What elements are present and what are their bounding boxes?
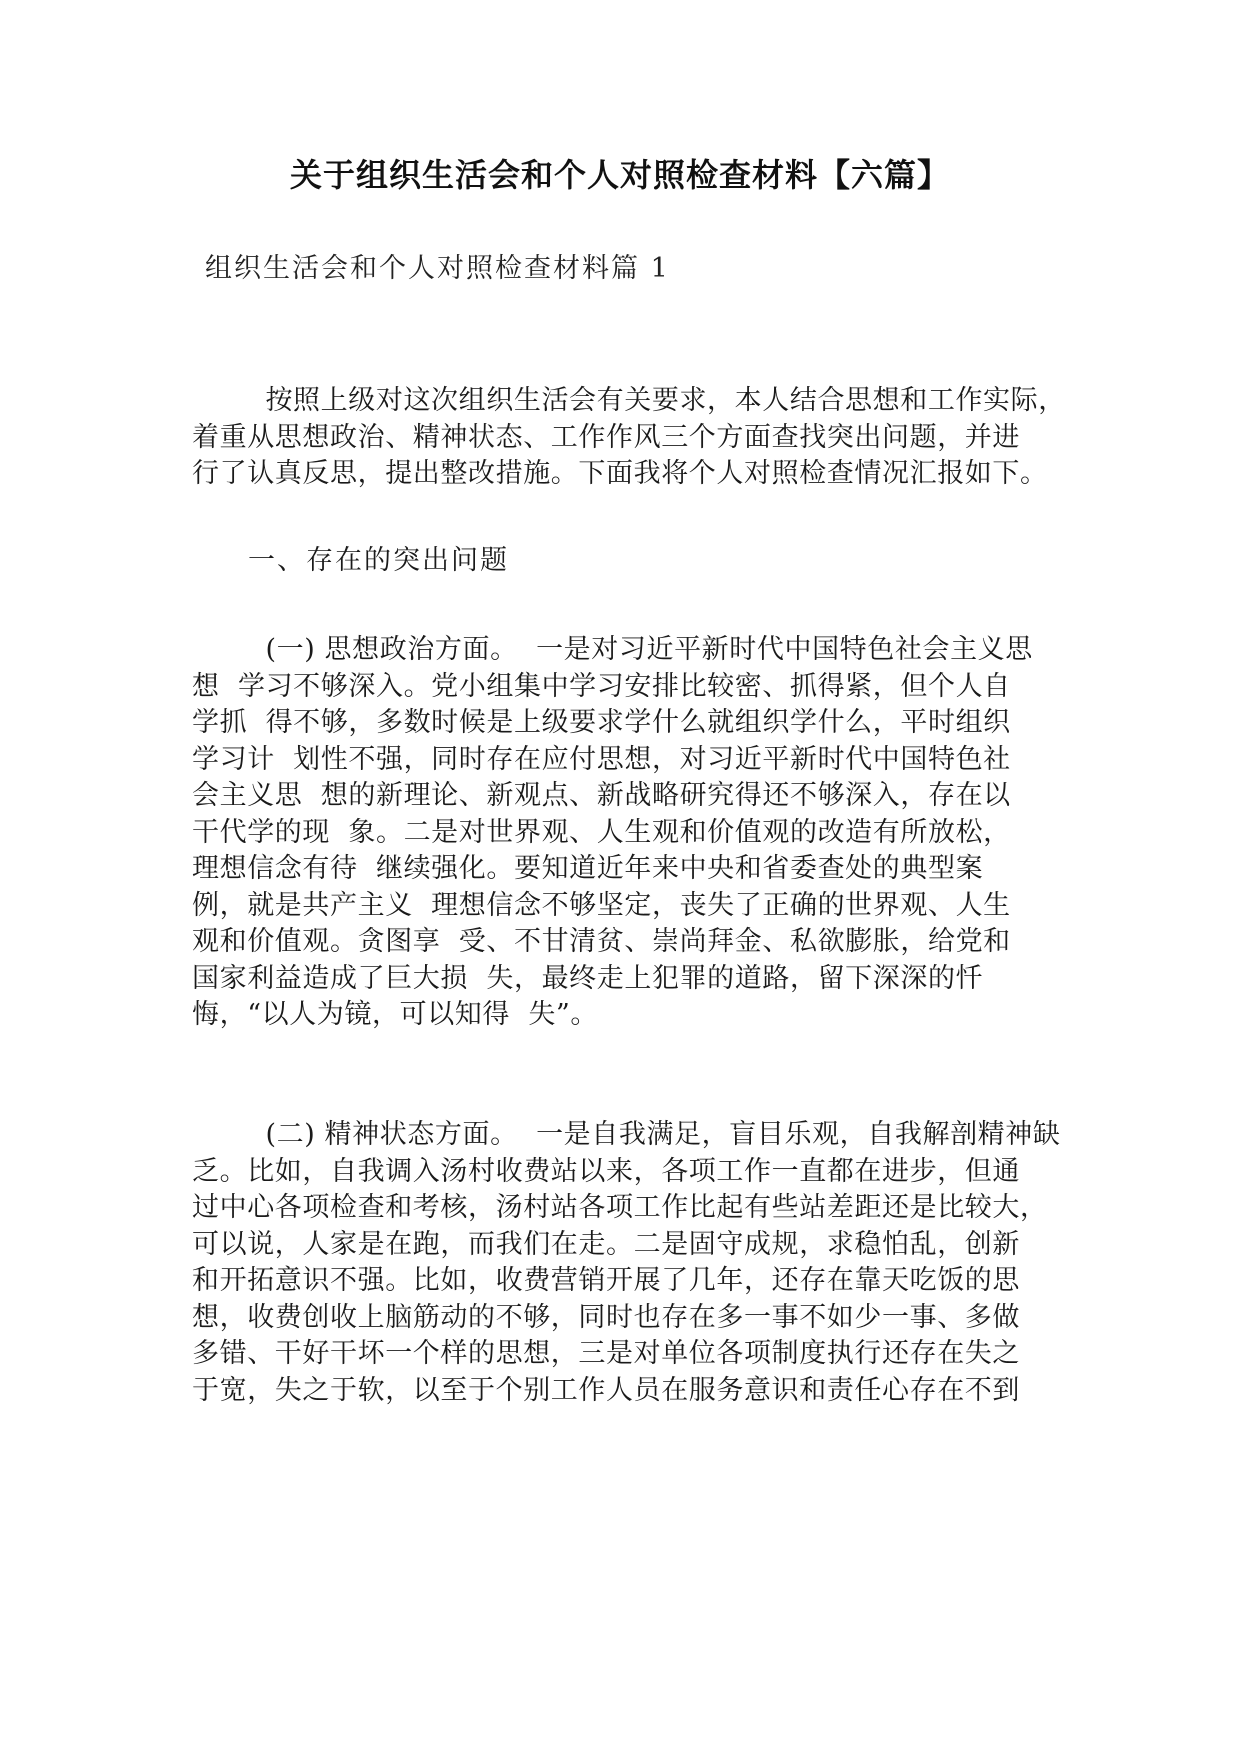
paragraph-line: 想 学习不够深入。党小组集中学习安排比较密、抓得紧，但个人自: [192, 670, 1011, 702]
paragraph-line: 会主义思 想的新理论、新观点、新战略研究得还不够深入，存在以: [192, 780, 1011, 811]
paragraph-line: 可以说，人家是在跑，而我们在走。二是固守成规，求稳怕乱，创新: [192, 1228, 1020, 1260]
paragraph-line: 学抓 得不够，多数时候是上级要求学什么就组织学什么，平时组织: [192, 707, 1011, 738]
paragraph-line: (二) 精神状态方面。 一是自我满足，盲目乐观，自我解剖精神缺: [192, 1119, 1061, 1150]
paragraph-line: 按照上级对这次组织生活会有关要求，本人结合思想和工作实际，: [192, 385, 1066, 416]
paragraph-line: 乏。比如，自我调入汤村收费站以来，各项工作一直都在进步，但通: [192, 1155, 1020, 1187]
paragraph-line: 于宽，失之于软，以至于个别工作人员在服务意识和责任心存在不到: [192, 1374, 1020, 1406]
paragraph-line: (一) 思想政治方面。 一是对习近平新时代中国特色社会主义思: [192, 634, 1033, 665]
paragraph-line: 悔，“以人为镜，可以知得 失”。: [192, 999, 598, 1030]
paragraph-line: 过中心各项检查和考核，汤村站各项工作比起有些站差距还是比较大，: [192, 1192, 1048, 1223]
paragraph-line: 例，就是共产主义 理想信念不够坚定，丧失了正确的世界观、人生: [192, 889, 1011, 921]
paragraph-line: 干代学的现 象。二是对世界观、人生观和价值观的改造有所放松，: [192, 816, 1011, 848]
paragraph-line: 多错、干好干坏一个样的思想，三是对单位各项制度执行还存在失之: [192, 1338, 1020, 1369]
paragraph-line: 理想信念有待 继续强化。要知道近年来中央和省委查处的典型案: [192, 853, 984, 884]
paragraph-line: 着重从思想政治、精神状态、工作作风三个方面查找突出问题，并进: [192, 421, 1020, 453]
section2-paragraph: [192, 1117, 1061, 1409]
paragraph-line: 观和价值观。贪图享 受、不甘清贫、崇尚拜金、私欲膨胀，给党和: [192, 926, 1011, 957]
paragraph-line: 行了认真反思，提出整改措施。下面我将个人对照检查情况汇报如下。: [192, 458, 1048, 489]
paragraph-line: 想，收费创收上脑筋动的不够，同时也存在多一事不如少一事、多做: [192, 1301, 1020, 1333]
intro-paragraph: [192, 383, 1066, 493]
document-subtitle: 组织生活会和个人对照检查材料篇 1: [205, 253, 670, 284]
paragraph-line: 国家利益造成了巨大损 失，最终走上犯罪的道路，留下深深的忏: [192, 962, 984, 994]
section-heading: 一、存在的突出问题: [248, 545, 509, 576]
section1-paragraph: [192, 632, 1048, 1034]
paragraph-line: 和开拓意识不强。比如，收费营销开展了几年，还存在靠天吃饭的思: [192, 1265, 1020, 1296]
paragraph-line: 学习计 划性不强，同时存在应付思想，对习近平新时代中国特色社: [192, 743, 1011, 775]
document-title: 关于组织生活会和个人对照检查材料【六篇】: [289, 156, 950, 194]
